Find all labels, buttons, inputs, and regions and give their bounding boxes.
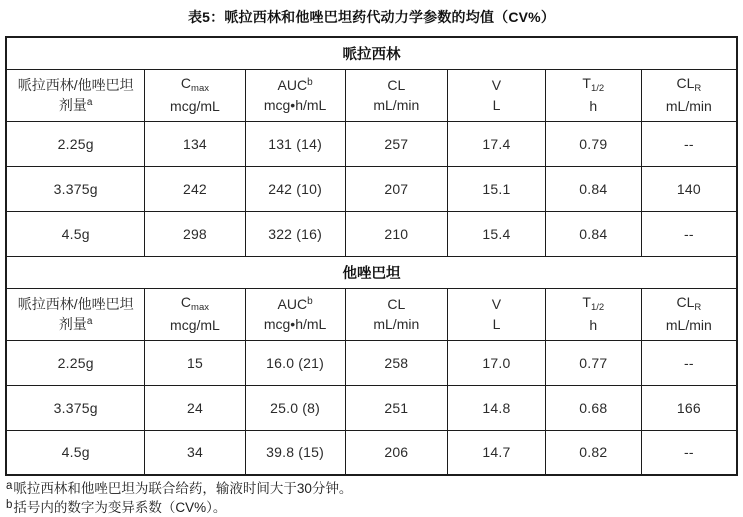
header-v-unit: L: [492, 97, 501, 113]
header-t12-symbol: T: [582, 75, 591, 92]
section-band-row: [6, 256, 737, 288]
header-t12-unit: h: [589, 317, 598, 334]
header-v-symbol: V: [491, 295, 502, 312]
table-cell: 17.0: [447, 340, 545, 385]
header-dose-line1: 哌拉西林/他唑巴坦: [17, 295, 134, 312]
header-v-unit: L: [492, 316, 501, 332]
table-cell: 131 (14): [245, 121, 345, 166]
table-cell: 257: [345, 121, 447, 166]
col-header-dose: [6, 69, 145, 121]
footnote-b: [6, 497, 738, 516]
col-header-cl: [345, 69, 447, 121]
table-row: [6, 340, 737, 385]
header-dose-line1: 哌拉西林/他唑巴坦: [17, 76, 134, 93]
table-cell: 251: [345, 385, 447, 430]
header-cl-unit: mL/min: [373, 316, 420, 332]
header-cmax-unit: mcg/mL: [170, 98, 220, 115]
table-cell: --: [641, 211, 737, 256]
dose-cell: 4.5g: [6, 430, 145, 475]
col-header-auc: [245, 69, 345, 121]
header-cl-unit: mL/min: [373, 97, 420, 113]
header-cmax-symbol: C: [180, 75, 192, 92]
header-cl-symbol: CL: [387, 76, 406, 93]
table-cell: 14.8: [447, 385, 545, 430]
col-header-cmax: [145, 288, 245, 340]
table-cell: 15.1: [447, 166, 545, 211]
header-cmax-sub: max: [191, 302, 209, 314]
table-cell: 210: [345, 211, 447, 256]
footnote-b-marker: b: [6, 499, 13, 511]
footnote-a-text: 哌拉西林和他唑巴坦为联合给药，输液时间大于30分钟。: [13, 481, 353, 496]
col-header-clr: [641, 69, 737, 121]
table-cell: 0.82: [545, 430, 641, 475]
header-auc-footnote-marker: b: [307, 76, 313, 88]
table-cell: 39.8 (15): [245, 430, 345, 475]
col-header-auc: [245, 288, 345, 340]
header-t12-sub: 1/2: [590, 302, 605, 314]
table-title: 表5：哌拉西林和他唑巴坦药代动力学参数的均值（CV%）: [187, 9, 556, 25]
header-v-symbol: V: [491, 76, 502, 93]
table-row: [6, 166, 737, 211]
header-auc-footnote-marker: b: [307, 295, 313, 307]
dose-cell: 4.5g: [6, 211, 145, 256]
table-row: [6, 385, 737, 430]
header-cmax-sub: max: [191, 83, 209, 95]
header-t12-symbol: T: [582, 294, 591, 311]
table-cell: 134: [145, 121, 245, 166]
table-cell: 298: [145, 211, 245, 256]
header-auc-symbol: AUC: [277, 295, 308, 312]
table-cell: 15.4: [447, 211, 545, 256]
header-clr-sub: R: [694, 302, 702, 314]
header-dose-footnote-marker: a: [86, 97, 93, 108]
header-auc-unit: mcg•h/mL: [263, 97, 327, 113]
table-cell: 0.84: [545, 211, 641, 256]
header-clr-symbol: CL: [676, 75, 695, 92]
table-cell: --: [641, 430, 737, 475]
table-cell: 242 (10): [245, 166, 345, 211]
table-cell: 206: [345, 430, 447, 475]
header-t12-sub: 1/2: [590, 83, 605, 95]
table-cell: 207: [345, 166, 447, 211]
dose-cell: 3.375g: [6, 385, 145, 430]
section-band-piperacillin: 哌拉西林: [6, 37, 737, 69]
table-cell: 15: [145, 340, 245, 385]
header-row-piperacillin: [6, 69, 737, 121]
col-header-dose: [6, 288, 145, 340]
section-band-row: [6, 37, 737, 69]
header-t12-unit: h: [589, 98, 598, 115]
table-cell: 322 (16): [245, 211, 345, 256]
col-header-clr: [641, 288, 737, 340]
header-auc-symbol: AUC: [277, 76, 308, 93]
header-cl-symbol: CL: [387, 295, 406, 312]
header-dose-line2: 剂量: [58, 97, 87, 113]
col-header-v: [447, 69, 545, 121]
dose-cell: 2.25g: [6, 121, 145, 166]
header-cmax-symbol: C: [180, 294, 192, 311]
header-clr-unit: mL/min: [665, 98, 712, 115]
footnotes: [5, 478, 738, 516]
table-cell: 14.7: [447, 430, 545, 475]
table-cell: --: [641, 121, 737, 166]
footnote-a: [6, 478, 738, 497]
table-cell: 34: [145, 430, 245, 475]
footnote-b-text: 括号内的数字为变异系数（CV%）。: [13, 500, 227, 515]
col-header-cl: [345, 288, 447, 340]
col-header-t12: [545, 69, 641, 121]
header-clr-sub: R: [694, 83, 702, 95]
table-cell: 0.68: [545, 385, 641, 430]
table-cell: 0.79: [545, 121, 641, 166]
table-cell: 140: [641, 166, 737, 211]
col-header-t12: [545, 288, 641, 340]
header-dose-footnote-marker: a: [86, 316, 93, 327]
table-cell: 0.84: [545, 166, 641, 211]
table-cell: --: [641, 340, 737, 385]
table-cell: 24: [145, 385, 245, 430]
header-clr-unit: mL/min: [665, 317, 712, 334]
section-band-tazobactam: 他唑巴坦: [6, 256, 737, 288]
table-cell: 25.0 (8): [245, 385, 345, 430]
table-row: [6, 430, 737, 475]
table-cell: 17.4: [447, 121, 545, 166]
header-clr-symbol: CL: [676, 294, 695, 311]
col-header-v: [447, 288, 545, 340]
table-cell: 0.77: [545, 340, 641, 385]
header-dose-line2: 剂量: [58, 316, 87, 332]
pk-parameters-table: [5, 36, 738, 476]
dose-cell: 3.375g: [6, 166, 145, 211]
col-header-cmax: [145, 69, 245, 121]
header-auc-unit: mcg•h/mL: [263, 316, 327, 332]
footnote-a-marker: a: [6, 480, 13, 492]
dose-cell: 2.25g: [6, 340, 145, 385]
table-cell: 258: [345, 340, 447, 385]
table-row: [6, 211, 737, 256]
table-cell: 16.0 (21): [245, 340, 345, 385]
table-row: [6, 121, 737, 166]
header-row-tazobactam: [6, 288, 737, 340]
header-cmax-unit: mcg/mL: [170, 317, 220, 334]
table-cell: 242: [145, 166, 245, 211]
table-cell: 166: [641, 385, 737, 430]
